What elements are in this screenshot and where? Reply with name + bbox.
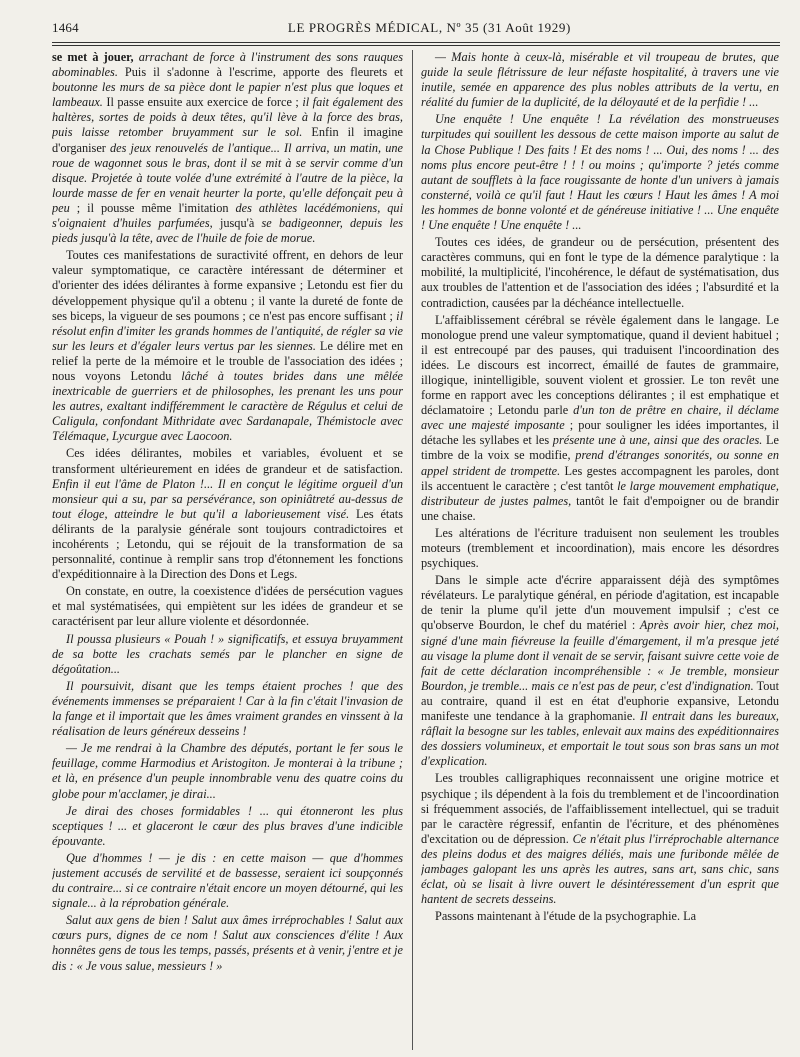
italic-text: Enfin il eut l'âme de Platon !... Il en conçut le légitime orgueil d'un monsieur qui a su, par sa persévérance, son opiniâtreté au-dessus de tout éloge, atteindre le but qu'il a laborieusement visé. (52, 476, 403, 521)
text-run: Il poursuivit, disant que les temps étaient proches ! que des événements immenses se préparaient ! Car à la fin c'était l'invasion de la fange et il importait que les âmes vraiment grandes en vinssent à la réalisation de leurs généreux desseins ! (52, 678, 403, 739)
text-run: On constate, en outre, la coexistence d'idées de persécution vagues et mal systématisées, qui empiètent sur les idées de grandeur et se caractérisent par leur allure violente et désordonnée. (52, 584, 403, 629)
italic-text: le large mouvement emphatique, distributeur de justes palmes, (421, 478, 779, 508)
paragraph (421, 771, 779, 907)
paragraph (52, 50, 403, 246)
column-divider (412, 50, 413, 1050)
paragraph (52, 584, 403, 629)
italic-text: Après avoir hier, chez moi, signé d'une main fiévreuse la feuille d'émargement, il m'a presque jeté au visage la plume dont il venait de se servir, faisant suivre cette voie de fait de cette déclaration incompréhensible : « Je tremble, monsieur Bourdon, je tremble... mais ce n'est pas de peur, c'est d'indignation. (421, 618, 779, 693)
paragraph (52, 851, 403, 911)
italic-text: arrachant de force à l'instrument des sons rauques abominables. (52, 50, 403, 80)
text-run: Ces idées délirantes, mobiles et variables, évoluent et se transforment ultérieurement en idées de grandeur et de satisfaction. (52, 446, 403, 476)
text-run: Les troubles calligraphiques reconnaissent une origine motrice et psychique ; ils dépendent à la fois du tremblement et de l'incoordination si fréquemment associés, de l'affaiblissement intellectuel, qui se traduit par le caractère régressif, enfantin de l'écriture, et des phénomènes d'excitation ou de dépression. (421, 771, 779, 846)
text-run: Il poussa plusieurs « Pouah ! » significatifs, et essuya bruyamment de sa botte les crachats semés par le plancher en signe de dégoûtation... (52, 631, 403, 676)
header-rule (52, 42, 780, 43)
text-run: Les altérations de l'écriture traduisent non seulement les troubles moteurs (tremblement et incoordination), mais encore les désordres psychiques. (421, 525, 779, 571)
paragraph (52, 804, 403, 849)
text-run: ; il pousse même l'imitation (69, 200, 229, 215)
text-run: Il passe ensuite aux exercice de force ; (102, 95, 299, 110)
page-number: 1464 (52, 20, 79, 35)
text-run: Une enquête ! Une enquête ! La révélation des monstrueuses turpitudes qui souillent les dessous de cette maison importe au salut de la Chose Publique ! Des faits ! Et des noms ! ... Oui, des noms ! ... des noms plus encore peut-être ! ! ! ou moins ; qu'importe ? jetés comme autant de soufflets à la face rougissante de honte d'un univers à jamais consterné, voilà ce qu'il faut ! Haut les cœurs ! Haut les âmes ! A moi les hommes de bonne volonté et de généreuse initiative ! ... Une enquête ! Une enquête ! Une enquête ! ... (421, 112, 779, 233)
paragraph (421, 573, 779, 769)
italic-text: prend d'étranges sonorités, ou sonne en appel strident de trompette. (421, 448, 779, 478)
paragraph (52, 679, 403, 739)
italic-text: il résolut enfin d'imiter les grands hommes de l'antiquité, de régler sa vie sur les leurs et d'égaler leurs vertus par les siennes. (52, 308, 403, 353)
text-run: jusqu'à (212, 216, 255, 231)
text-run: — Mais honte à ceux-là, misérable et vil troupeau de brutes, que guide la seule flétrissure de leur néfaste hospitalité, à travers une vie inutile, semée en apparence des plus nobles attributs de la vertu, en réalité du fumier de la duplicité, de la déloyauté et de la perfidie ! ... (421, 50, 779, 110)
text-run: ; pour souligner les idées importantes, il détache les syllabes et les (421, 418, 779, 448)
text-run: Toutes ces idées, de grandeur ou de persécution, présentent des caractères communs, qui en font le type de la démence paralytique : la mobilité, la multiplicité, l'incohérence, le défaut de systématisation, dus aux troubles de l'attention et de l'association des idées ; l'absurdité et la contradiction, causées par la déchéance intellectuelle. (421, 235, 779, 310)
text-run: Puis il s'adonne à l'escrime, apporte des fleurets et (117, 65, 403, 80)
text-run: Les états délirants de la paralysie générale sont toujours contradictoires et incohérents ; Letondu, qui se réjouit de la transformation de sa personnalité, continue à remplir sans trop d'étonnement les fonctions d'expéditionnaire à la Direction des Dons et Legs. (52, 506, 403, 582)
journal-title: LE PROGRÈS MÉDICAL, Nº 35 (31 Août 1929) (287, 20, 571, 35)
text-run: Salut aux gens de bien ! Salut aux âmes irréprochables ! Salut aux cœurs purs, dignes de ce nom ! Salut aux consciences d'élite ! Aux honnêtes gens de tous les temps, passés, présents et à venir, j'entre et je dis : « Je vous salue, messieurs ! » (52, 913, 403, 973)
italic-text: d'un ton de prêtre en chaire, il déclame avec une majesté imposante (421, 403, 779, 433)
italic-text: lâché à toutes brides dans une mêlée inextricable de guerriers et de philosophes, les prenant les uns pour les autres, exaltant indifféremment le caractère de Régulus et celui de Caligula, confondant Mithridate avec Sardanapale, Thémistocle avec Télémaque, Lycurgue avec Laocoon. (52, 368, 403, 444)
paragraph (421, 313, 779, 524)
paragraph (52, 913, 403, 973)
italic-text: Ce n'était plus l'irréprochable alternance des pleins dodus et des maigres déliés, mais une furibonde mêlée de jambages galopant les uns après les autres, sans art, sans chic, sans éclat, où se lisait à livre ouvert le désintéressement d'un esprit que hantent de secrets desseins. (421, 831, 779, 907)
text-run: Le timbre de la voix se modifie, (421, 433, 779, 463)
italic-text: Il entrait dans les bureaux, râflait la besogne sur les tables, enlevait aux mains des expéditionnaires des dossiers volumineux, et emportait le tout sous son bras sans un mot d'explication. (421, 709, 779, 769)
text-run: Les gestes accompagnent les paroles, dont ils accentuent le caractère ; c'est tantôt (421, 463, 779, 493)
italic-text: des jeux renouvelés de l'antique... Il arriva, un matin, une roue de wagonnet sous le bras, dont il se mit à se servir comme d'un disque. Projetée à toute volée d'une extrémité à l'autre de la pièce, la lourde masse de fer en venait heurter la porte, qu'elle défonçait peu à peu (52, 140, 403, 215)
text-run: Que d'hommes ! — je dis : en cette maison — que d'hommes justement accusés de servilité et de bassesse, seraient ici soupçonnés du contraire... si ce contraire n'était encore un moyen détourné, qui les signale... à la réprobation générale. (52, 850, 403, 911)
italic-text: présente une à une, ainsi que des oracles. (549, 433, 763, 448)
text-run: Le délire met en relief la perte de la mémoire et le trouble de l'association des idées ; nous voyons Letondu (52, 338, 403, 383)
text-run: Je dirai des choses formidables ! ... qui étonneront les plus sceptiques ! ... et glaceront le cœur des plus braves d'une indicible épouvante. (52, 803, 403, 848)
paragraph (52, 446, 403, 582)
text-run: Dans le simple acte d'écrire apparaissent déjà des symptômes révélateurs. Le paralytique général, en période d'agitation, est incapable de tenir la plume qu'il jette d'un mouvement impulsif ; c'est ce qu'observe Bourdon, le chef du matériel : (421, 573, 779, 633)
paragraph (421, 50, 779, 110)
paragraph (52, 741, 403, 801)
text-run: L'affaiblissement cérébral se révèle également dans le langage. Le monologue prend une valeur symptomatique, quand il devient habituel ; il est entrecoupé par des pauses, qui traduisent l'incoordination des idées. Le discours est incorrect, émaillé de fautes de grammaire, illogique, inintelligible, souvent violent et grossier. Le ton revêt une forme en rapport avec les conceptions délirantes ; il est emphatique et déclamatoire ; Letondu parle (421, 312, 779, 418)
text-run: Tout au contraire, quand il est en état d'euphorie expansive, Letondu manifeste une tendance à la graphomanie. (421, 678, 779, 724)
text-run: tantôt le fait d'empoigner ou de brandir une chaise. (421, 493, 779, 523)
text-run: Passons maintenant à l'étude de la psychographie. La (435, 909, 697, 924)
header-rule-second (52, 45, 780, 46)
paragraph (421, 112, 779, 233)
text-run: — Je me rendrai à la Chambre des députés, portant le fer sous le feuillage, comme Harmodius et Aristogiton. Je monterai à la tribune ; et là, en présence d'un peuple innombrable venu des quatre coins du globe pour m'acclamer, je dirai... (52, 741, 403, 801)
bold-text: se met à jouer, (52, 50, 134, 64)
italic-text: des athlètes lacédémoniens, qui s'oignaient d'huiles parfumées, (52, 200, 403, 231)
paragraph (52, 248, 403, 444)
paragraph (421, 909, 779, 924)
italic-text: il fait également des haltères, sortes de poids à deux têtes, qu'il lève à la force des bras, puis laisse retomber bruyamment sur le sol. (52, 95, 403, 140)
running-header (52, 20, 780, 42)
paragraph (52, 632, 403, 677)
text-run: Toutes ces manifestations de suractivité offrent, en dehors de leur valeur symptomatique, ce caractère intéressant de déterminer et d'orienter des idées délirantes à forme expansive ; Letondu est fier du développement physique qu'il a obtenu ; il vante la dureté de fonte de ses biceps, la vigueur de ses poumons ; ce n'est pas encore suffisant ; (52, 248, 403, 323)
italic-text: boutonne les murs de sa pièce dont le papier n'est plus que loques et lambeaux. (52, 80, 403, 110)
right-column (421, 50, 779, 1050)
italic-text: se badigeonner, depuis les pieds jusqu'à la tête, avec de l'huile de foie de morue. (52, 216, 403, 246)
left-column (52, 50, 403, 1050)
text-run: Enfin il imagine d'organiser (52, 125, 403, 155)
paragraph (421, 526, 779, 571)
paragraph (421, 235, 779, 310)
